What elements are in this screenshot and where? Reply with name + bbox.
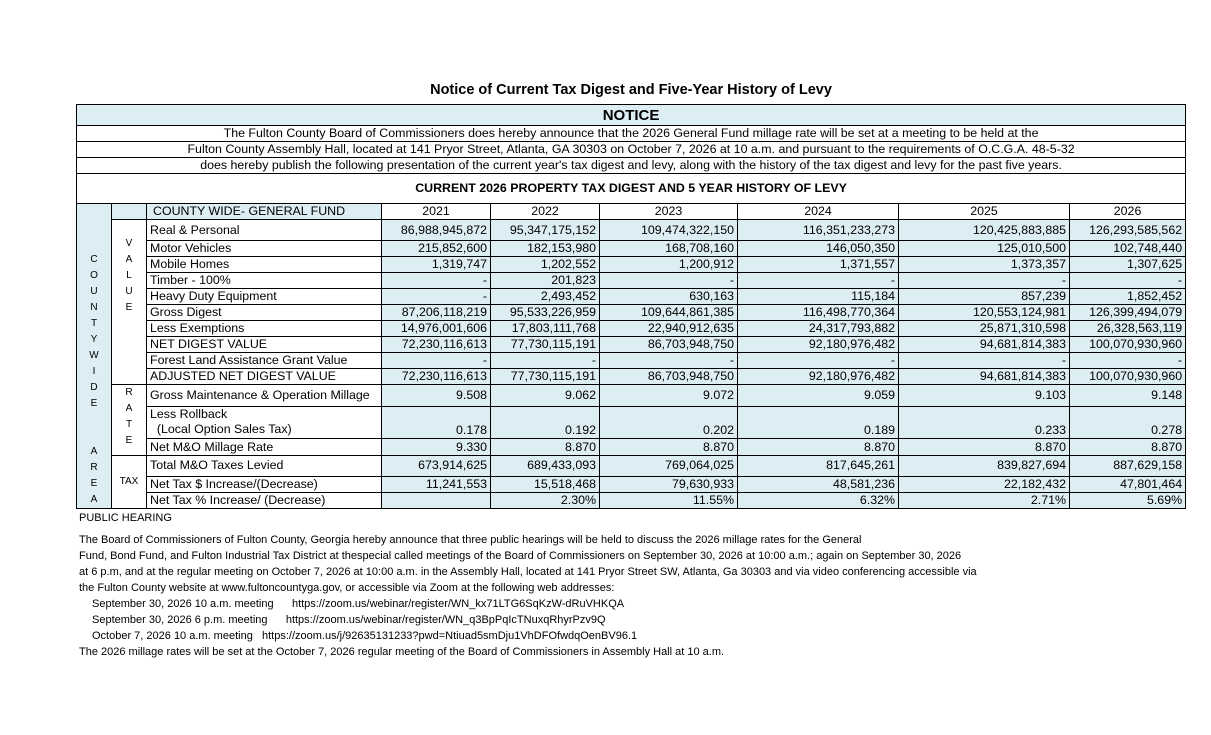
rate-group-label: R A T E bbox=[112, 385, 147, 455]
cell-value: 9.330 bbox=[382, 439, 491, 455]
cell-value: 100,070,930,960 bbox=[1070, 337, 1186, 353]
cell-value: 2,493,452 bbox=[491, 289, 600, 305]
hearing-text: The Board of Commissioners of Fulton County, Georgia hereby announce that three public hearings will be held to discuss the 2026 millage rates for the General Fund, Bond Fund, and Fulton Industrial Tax District at thespecial called meetings of the Board of Commissioners on September 30, 2026 at 10:00 a.m.; again on September 30, 2026 at 6 p.m, and at the regular meeting on October 7, 2026 at 10:00 a.m. in the Assembly Hall, located at 141 Pryor Street SW, Atlanta, Ga 30303 and via video conferencing accessible via the Fulton County website at www.fultoncountyga.gov, or accessible via Zoom at the following web addresses: September 30, 2026 10 a.m. meeting https://zoom.us/webinar/register/WN_kx71LTG6SqKzW-dRuVHKQA September 30, 2026 6 p.m. meeting https://zoom.us/webinar/register/WN_q3BpPqIcTNuxqRhyrPzv9Q October 7, 2026 10 a.m. meeting https://zoom.us/j/92635131233?pwd=Ntiuad5smDju1VhDFOfwdqOenBV96.1 The 2026 millage rates will be set at the October 7, 2026 regular meeting of the Board of Commissioners in Assembly Hall at 10 a.m. bbox=[79, 534, 977, 658]
cell-value: 77,730,115,191 bbox=[491, 369, 600, 385]
cell-value: 168,708,160 bbox=[600, 241, 738, 257]
tax-group-label: TAX bbox=[112, 455, 147, 508]
cell-value: 0.189 bbox=[738, 406, 899, 439]
row-label: Heavy Duty Equipment bbox=[147, 289, 382, 305]
cell-value: 689,433,093 bbox=[491, 455, 600, 476]
cell-value: 2.71% bbox=[899, 493, 1070, 509]
cell-value: 87,206,118,219 bbox=[382, 305, 491, 321]
cell-value: 9.072 bbox=[600, 385, 738, 407]
cell-value: 72,230,116,613 bbox=[382, 337, 491, 353]
cell-value: 9.508 bbox=[382, 385, 491, 407]
cell-value: 17,803,111,768 bbox=[491, 321, 600, 337]
cell-value: 22,182,432 bbox=[899, 477, 1070, 493]
cell-value: 102,748,440 bbox=[1070, 241, 1186, 257]
cell-value: 48,581,236 bbox=[738, 477, 899, 493]
cell-value: 1,373,357 bbox=[899, 257, 1070, 273]
valuation-group-label: V A L U E bbox=[112, 220, 147, 385]
cell-value: 24,317,793,882 bbox=[738, 321, 899, 337]
row-label: Gross Digest bbox=[147, 305, 382, 321]
cell-value: 1,852,452 bbox=[1070, 289, 1186, 305]
cell-value: 22,940,912,635 bbox=[600, 321, 738, 337]
year-header: 2021 bbox=[382, 204, 491, 220]
notice-line: The Fulton County Board of Commissioners does hereby announce that the 2026 General Fund millage rate will be set at a meeting to be held at the bbox=[77, 126, 1186, 142]
public-hearing-heading: PUBLIC HEARING bbox=[79, 512, 172, 524]
cell-value: 125,010,500 bbox=[899, 241, 1070, 257]
cell-value: 95,533,226,959 bbox=[491, 305, 600, 321]
cell-value: 9.148 bbox=[1070, 385, 1186, 407]
cell-value: - bbox=[600, 273, 738, 289]
cell-value: - bbox=[899, 353, 1070, 369]
cell-value: 8.870 bbox=[491, 439, 600, 455]
tax-digest-table bbox=[76, 104, 1186, 509]
cell-value: 100,070,930,960 bbox=[1070, 369, 1186, 385]
table-row bbox=[77, 337, 1186, 353]
cell-value: 6.32% bbox=[738, 493, 899, 509]
cell-value: 115,184 bbox=[738, 289, 899, 305]
notice-line: does hereby publish the following presentation of the current year's tax digest and levy, along with the history of the tax digest and levy for the past five years. bbox=[77, 158, 1186, 174]
cell-value: 116,498,770,364 bbox=[738, 305, 899, 321]
cell-value: 673,914,625 bbox=[382, 455, 491, 476]
table-row bbox=[77, 305, 1186, 321]
cell-value: 92,180,976,482 bbox=[738, 337, 899, 353]
row-label: Net M&O Millage Rate bbox=[147, 439, 382, 455]
cell-value: 126,399,494,079 bbox=[1070, 305, 1186, 321]
cell-value: 2.30% bbox=[491, 493, 600, 509]
cell-value: 8.870 bbox=[738, 439, 899, 455]
cell-value: 120,425,883,885 bbox=[899, 220, 1070, 241]
cell-value: 26,328,563,119 bbox=[1070, 321, 1186, 337]
cell-value: 8.870 bbox=[1070, 439, 1186, 455]
cell-value: 116,351,233,273 bbox=[738, 220, 899, 241]
row-label: Forest Land Assistance Grant Value bbox=[147, 353, 382, 369]
cell-value: 77,730,115,191 bbox=[491, 337, 600, 353]
row-label: NET DIGEST VALUE bbox=[147, 337, 382, 353]
cell-value: 839,827,694 bbox=[899, 455, 1070, 476]
table-row bbox=[77, 321, 1186, 337]
table-row bbox=[77, 439, 1186, 455]
cell-value: - bbox=[491, 353, 600, 369]
cell-value: - bbox=[899, 273, 1070, 289]
cell-value: 182,153,980 bbox=[491, 241, 600, 257]
county-wide-area-label: C O U N T Y W I D E A R E A bbox=[77, 204, 112, 509]
cell-value: 215,852,600 bbox=[382, 241, 491, 257]
cell-value: 11.55% bbox=[600, 493, 738, 509]
notice-heading: NOTICE bbox=[77, 105, 1186, 126]
row-label: Net Tax $ Increase/(Decrease) bbox=[147, 477, 382, 493]
cell-value: 0.233 bbox=[899, 406, 1070, 439]
cell-value: 11,241,553 bbox=[382, 477, 491, 493]
cell-value: 94,681,814,383 bbox=[899, 369, 1070, 385]
table-row bbox=[77, 257, 1186, 273]
year-header: 2022 bbox=[491, 204, 600, 220]
cell-value: 887,629,158 bbox=[1070, 455, 1186, 476]
row-label: Mobile Homes bbox=[147, 257, 382, 273]
meeting-link: September 30, 2026 6 p.m. meeting https://zoom.us/webinar/register/WN_q3BpPqIcTNuxqRhyrPzv9Q bbox=[92, 614, 606, 626]
meeting-link: September 30, 2026 10 a.m. meeting https://zoom.us/webinar/register/WN_kx71LTG6SqKzW-dRuVHKQA bbox=[92, 598, 625, 610]
page-title: Notice of Current Tax Digest and Five-Year History of Levy bbox=[430, 82, 832, 98]
cell-value: 92,180,976,482 bbox=[738, 369, 899, 385]
table-row bbox=[77, 406, 1186, 439]
cell-value: 15,518,468 bbox=[491, 477, 600, 493]
cell-value: 79,630,933 bbox=[600, 477, 738, 493]
cell-value: 8.870 bbox=[899, 439, 1070, 455]
cell-value: - bbox=[1070, 353, 1186, 369]
cell-value: 25,871,310,598 bbox=[899, 321, 1070, 337]
cell-value: 1,202,552 bbox=[491, 257, 600, 273]
cell-value: 72,230,116,613 bbox=[382, 369, 491, 385]
cell-value: 769,064,025 bbox=[600, 455, 738, 476]
row-label: Real & Personal bbox=[147, 220, 382, 241]
cell-value: 8.870 bbox=[600, 439, 738, 455]
table-row bbox=[77, 385, 1186, 407]
cell-value: - bbox=[382, 273, 491, 289]
cell-value: 630,163 bbox=[600, 289, 738, 305]
cell-value: 9.062 bbox=[491, 385, 600, 407]
cell-value: - bbox=[382, 353, 491, 369]
row-label: Net Tax % Increase/ (Decrease) bbox=[147, 493, 382, 509]
meeting-link: October 7, 2026 10 a.m. meeting https://zoom.us/j/92635131233?pwd=Ntiuad5smDju1VhDFOfwdqOenBV96.1 bbox=[92, 630, 638, 642]
cell-value: 120,553,124,981 bbox=[899, 305, 1070, 321]
cell-value: 86,703,948,750 bbox=[600, 369, 738, 385]
row-label: Less Exemptions bbox=[147, 321, 382, 337]
cell-value: 9.103 bbox=[899, 385, 1070, 407]
table-subtitle: CURRENT 2026 PROPERTY TAX DIGEST AND 5 YEAR HISTORY OF LEVY bbox=[77, 174, 1186, 204]
cell-value: 1,200,912 bbox=[600, 257, 738, 273]
cell-value: - bbox=[1070, 273, 1186, 289]
year-header: 2024 bbox=[738, 204, 899, 220]
cell-value: 47,801,464 bbox=[1070, 477, 1186, 493]
cell-value: 86,988,945,872 bbox=[382, 220, 491, 241]
cell-value bbox=[382, 493, 491, 509]
table-row bbox=[77, 353, 1186, 369]
cell-value: 1,319,747 bbox=[382, 257, 491, 273]
cell-value: 9.059 bbox=[738, 385, 899, 407]
cell-value: 146,050,350 bbox=[738, 241, 899, 257]
table-row bbox=[77, 493, 1186, 509]
row-label: Timber - 100% bbox=[147, 273, 382, 289]
cell-value: 95,347,175,152 bbox=[491, 220, 600, 241]
row-label: Less Rollback (Local Option Sales Tax) bbox=[147, 406, 382, 439]
cell-value: 86,703,948,750 bbox=[600, 337, 738, 353]
year-header: 2026 bbox=[1070, 204, 1186, 220]
header-spacer bbox=[112, 204, 147, 220]
cell-value: - bbox=[738, 353, 899, 369]
cell-value: 1,307,625 bbox=[1070, 257, 1186, 273]
cell-value: 126,293,585,562 bbox=[1070, 220, 1186, 241]
cell-value: - bbox=[382, 289, 491, 305]
cell-value: 0.202 bbox=[600, 406, 738, 439]
cell-value: - bbox=[600, 353, 738, 369]
cell-value: 109,644,861,385 bbox=[600, 305, 738, 321]
cell-value: 94,681,814,383 bbox=[899, 337, 1070, 353]
row-label: ADJUSTED NET DIGEST VALUE bbox=[147, 369, 382, 385]
row-label: Motor Vehicles bbox=[147, 241, 382, 257]
cell-value: 0.278 bbox=[1070, 406, 1186, 439]
table-row bbox=[77, 220, 1186, 241]
cell-value: 0.192 bbox=[491, 406, 600, 439]
cell-value: 14,976,001,606 bbox=[382, 321, 491, 337]
table-row bbox=[77, 241, 1186, 257]
notice-line: Fulton County Assembly Hall, located at 141 Pryor Street, Atlanta, GA 30303 on October 7, 2026 at 10 a.m. and pursuant to the requirements of O.C.G.A. 48-5-32 bbox=[77, 142, 1186, 158]
table-row bbox=[77, 369, 1186, 385]
cell-value: 201,823 bbox=[491, 273, 600, 289]
cell-value: - bbox=[738, 273, 899, 289]
cell-value: 1,371,557 bbox=[738, 257, 899, 273]
table-row bbox=[77, 289, 1186, 305]
table-row bbox=[77, 477, 1186, 493]
year-header: 2023 bbox=[600, 204, 738, 220]
table-row bbox=[77, 455, 1186, 476]
cell-value: 5.69% bbox=[1070, 493, 1186, 509]
row-label: Total M&O Taxes Levied bbox=[147, 455, 382, 476]
closing-statement: The 2026 millage rates will be set at the October 7, 2026 regular meeting of the Board of Commissioners in Assembly Hall at 10 a.m. bbox=[79, 646, 725, 658]
cell-value: 0.178 bbox=[382, 406, 491, 439]
year-header: 2025 bbox=[899, 204, 1070, 220]
fund-label: COUNTY WIDE- GENERAL FUND bbox=[147, 204, 382, 220]
cell-value: 857,239 bbox=[899, 289, 1070, 305]
cell-value: 109,474,322,150 bbox=[600, 220, 738, 241]
row-label: Gross Maintenance & Operation Millage bbox=[147, 385, 382, 407]
table-row bbox=[77, 273, 1186, 289]
cell-value: 817,645,261 bbox=[738, 455, 899, 476]
